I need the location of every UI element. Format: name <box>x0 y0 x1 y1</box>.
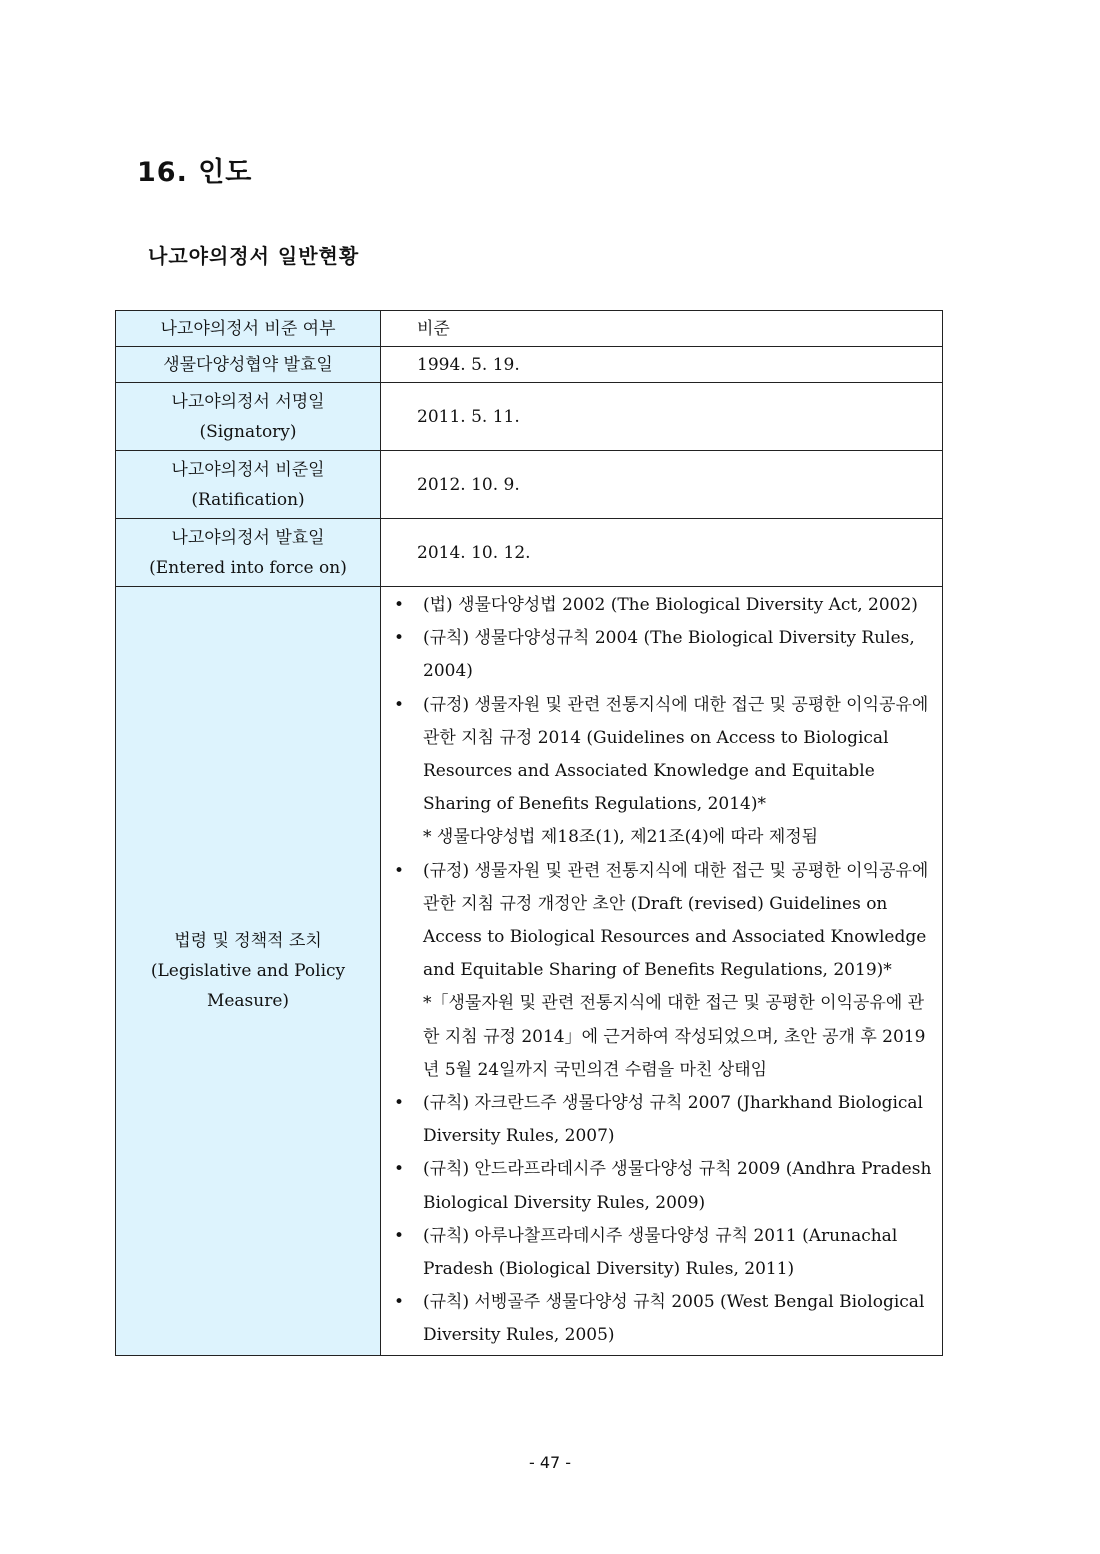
table-row <box>116 347 943 383</box>
row-value: 1994. 5. 19. <box>381 347 943 383</box>
list-item <box>381 1087 932 1153</box>
list-item <box>381 589 932 622</box>
table-row <box>116 451 943 519</box>
measure-text: (규칙) 안드라프라데시주 생물다양성 규칙 2009 (Andhra Pradesh Biological Diversity Rules, 2009) <box>423 1159 932 1213</box>
section-title: 16. 인도 <box>137 157 253 188</box>
measure-note: *「생물자원 및 관련 전통지식에 대한 접근 및 공평한 이익공유에 관한 지침 규정 2014」에 근거하여 작성되었으며, 초안 공개 후 2019년 5월 24일까지 국민의견 수렴을 마친 상태임 <box>423 993 926 1080</box>
list-item <box>381 622 932 688</box>
table-row <box>116 519 943 587</box>
measure-note: * 생물다양성법 제18조(1), 제21조(4)에 따라 제정됨 <box>423 827 819 848</box>
bullet-icon: • <box>393 860 405 881</box>
bullet-icon: • <box>393 694 405 715</box>
bullet-icon: • <box>393 1159 405 1180</box>
row-label: 나고야의정서 서명일 (Signatory) <box>116 383 381 451</box>
measure-text: (규칙) 아루나찰프라데시주 생물다양성 규칙 2011 (Arunachal Pradesh (Biological Diversity) Rules, 2011) <box>423 1225 898 1280</box>
measures-list <box>381 587 932 1355</box>
measure-text: (규칙) 자크란드주 생물다양성 규칙 2007 (Jharkhand Biological Diversity Rules, 2007) <box>423 1093 923 1147</box>
measure-text: (법) 생물다양성법 2002 (The Biological Diversity Act, 2002) <box>423 595 918 615</box>
bullet-icon: • <box>393 1292 405 1313</box>
bullet-icon: • <box>393 595 405 615</box>
row-label: 나고야의정서 비준 여부 <box>116 311 381 347</box>
bullet-icon: • <box>393 628 405 649</box>
status-table <box>115 310 943 1356</box>
list-item <box>381 689 932 855</box>
measure-text: (규정) 생물자원 및 관련 전통지식에 대한 접근 및 공평한 이익공유에 관한 지침 규정 개정안 초안 (Draft (revised) Guidelines on Access to Biological Resources and Associated Knowledge and Equitable Sharing of Benefits Regulations, 2019)* <box>423 860 929 981</box>
list-item <box>381 1220 932 1286</box>
row-value: 2011. 5. 11. <box>381 383 943 451</box>
table-row <box>116 311 943 347</box>
measure-text: (규칙) 서벵골주 생물다양성 규칙 2005 (West Bengal Biological Diversity Rules, 2005) <box>423 1292 925 1346</box>
list-item <box>381 1286 932 1352</box>
table-row-measures <box>116 587 943 1356</box>
measure-text: (규칙) 생물다양성규칙 2004 (The Biological Diversity Rules, 2004) <box>423 628 915 682</box>
row-label: 나고야의정서 비준일 (Ratification) <box>116 451 381 519</box>
list-item <box>381 855 932 1087</box>
measure-text: (규정) 생물자원 및 관련 전통지식에 대한 접근 및 공평한 이익공유에 관한 지침 규정 2014 (Guidelines on Access to Biological Resources and Associated Knowledge and Equitable Sharing of Benefits Regulations, 2014)* <box>423 694 929 815</box>
measures-list-cell <box>381 587 943 1356</box>
row-value: 비준 <box>381 311 943 347</box>
row-label: 나고야의정서 발효일 (Entered into force on) <box>116 519 381 587</box>
page-number: - 47 - <box>528 1453 572 1472</box>
row-value: 2012. 10. 9. <box>381 451 943 519</box>
measures-label: 법령 및 정책적 조치 (Legislative and Policy Measure) <box>116 587 381 1356</box>
table-row <box>116 383 943 451</box>
bullet-icon: • <box>393 1225 405 1246</box>
row-value: 2014. 10. 12. <box>381 519 943 587</box>
bullet-icon: • <box>393 1093 405 1114</box>
row-label: 생물다양성협약 발효일 <box>116 347 381 383</box>
list-item <box>381 1153 932 1219</box>
subtitle: 나고야의정서 일반현황 <box>148 244 360 268</box>
